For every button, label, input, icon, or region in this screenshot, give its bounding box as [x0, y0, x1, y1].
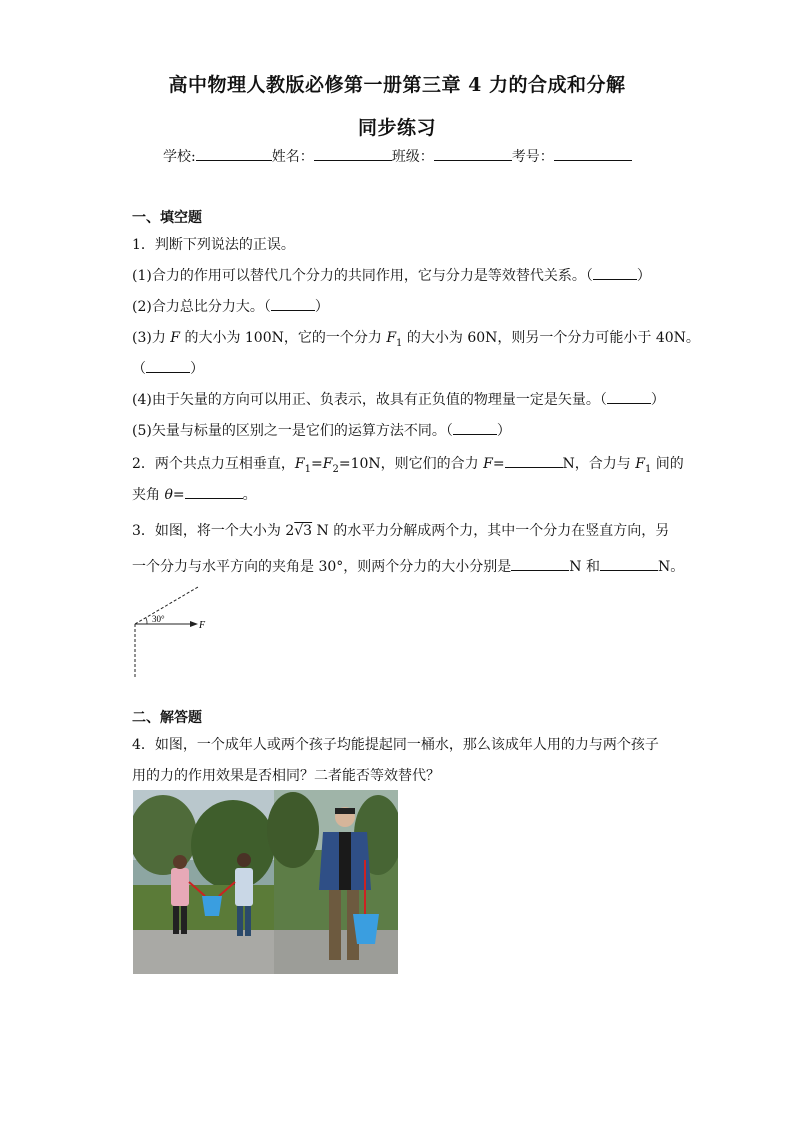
- answer-blank[interactable]: [185, 485, 243, 499]
- name-blank[interactable]: [314, 146, 392, 161]
- school-blank[interactable]: [196, 146, 272, 161]
- q1-statement-1: (1)合力的作用可以替代几个分力的共同作用，它与分力是等效替代关系。（ ）: [132, 268, 651, 284]
- answer-blank[interactable]: [505, 454, 563, 468]
- exam-no-label: 考号：: [511, 149, 554, 165]
- answer-blank[interactable]: [146, 359, 190, 373]
- q1-statement-3: (3)力 F 的大小为 100N，它的一个分力 $F_1$ 的大小为 60N，则另一个分力可能小于 40N。: [132, 330, 700, 349]
- exam-no-blank[interactable]: [554, 146, 632, 161]
- q3-line-2: 一个分力与水平方向的夹角是 30°，则两个分力的大小分别是 N 和 N。: [132, 559, 685, 575]
- q1-statement-3-answer: （ ）: [132, 361, 204, 377]
- class-label: 班级：: [391, 149, 434, 165]
- class-blank[interactable]: [434, 146, 512, 161]
- two-children-photo: [133, 790, 275, 974]
- q4-line-2: 用的力的作用效果是否相同？二者能否等效替代？: [132, 768, 440, 784]
- bucket-lifting-photo: [133, 790, 398, 974]
- q1-statement-4: (4)由于矢量的方向可以用正、负表示，故具有正负值的物理量一定是矢量。（ ）: [132, 392, 665, 408]
- oblique-component-line: [135, 587, 198, 624]
- answer-blank[interactable]: [593, 266, 637, 280]
- force-arrowhead: [190, 621, 198, 627]
- school-label: 学校:: [163, 149, 196, 165]
- q1-statement-5: (5)矢量与标量的区别之一是它们的运算方法不同。（ ）: [132, 423, 511, 439]
- answer-blank[interactable]: [271, 297, 315, 311]
- section-heading-answer: 二、解答题: [132, 710, 202, 726]
- student-info-row: [163, 146, 632, 166]
- q2-line-2: 夹角 θ= 。: [132, 487, 257, 503]
- q1-stem: 1．判断下列说法的正误。: [132, 237, 295, 253]
- q4-line-1: 4．如图，一个成年人或两个孩子均能提起同一桶水，那么该成年人用的力与两个孩子: [132, 737, 659, 753]
- answer-blank[interactable]: [511, 557, 569, 571]
- answer-blank[interactable]: [453, 421, 497, 435]
- page-title: 高中物理人教版必修第一册第三章 4 力的合成和分解: [168, 74, 626, 96]
- q3-line-1: 3．如图，将一个大小为 2√3 N 的水平力分解成两个力，其中一个分力在竖直方向，另: [132, 523, 670, 539]
- page-subtitle: 同步练习: [357, 117, 436, 139]
- force-decomposition-figure: [128, 585, 218, 681]
- answer-blank[interactable]: [607, 390, 651, 404]
- force-label: F: [199, 620, 206, 631]
- angle-arc: [146, 618, 147, 624]
- answer-blank[interactable]: [600, 557, 658, 571]
- q1-statement-2: (2)合力总比分力大。（ ）: [132, 299, 329, 315]
- q2-line-1: 2．两个共点力互相垂直，$F_1=F_2=10N$，则它们的合力 F= N，合力与 $F_1$ 间的: [132, 456, 684, 475]
- adult-photo: [267, 790, 398, 974]
- angle-label: 30°: [152, 614, 165, 624]
- section-heading-fill: 一、填空题: [132, 210, 202, 226]
- name-label: 姓名：: [271, 149, 314, 165]
